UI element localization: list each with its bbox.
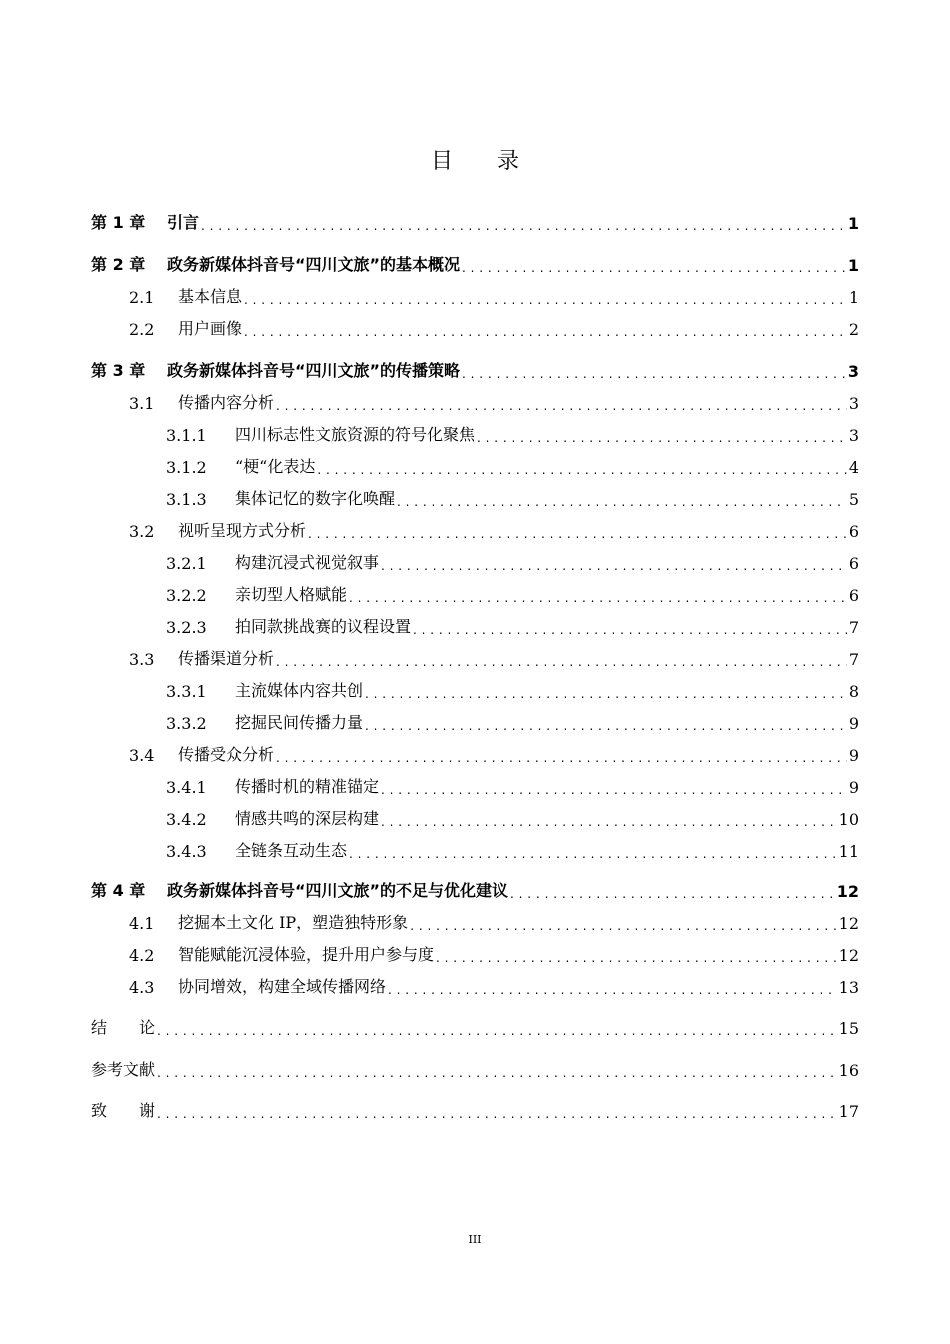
- toc-entry-title: 传播渠道分析: [178, 649, 275, 668]
- toc-entry-number: 4.2: [129, 946, 155, 965]
- dot-leader: [477, 425, 847, 445]
- toc-entry[interactable]: [91, 357, 859, 381]
- toc-entry-page: 6: [848, 522, 859, 541]
- toc-entry-number: 第 1 章: [91, 213, 146, 232]
- toc-entry[interactable]: [91, 941, 859, 965]
- toc-entry-title: 传播受众分析: [178, 745, 275, 764]
- toc-entry-number: 第 3 章: [91, 361, 146, 380]
- toc-entry[interactable]: [91, 1097, 859, 1121]
- toc-entry-number: 3.2.1: [166, 554, 207, 573]
- toc-entry[interactable]: [91, 421, 859, 445]
- toc-entry[interactable]: [91, 677, 859, 701]
- toc-entry-title: 政务新媒体抖音号“四川文旅”的不足与优化建议: [167, 881, 509, 900]
- toc-entry-title: 挖掘民间传播力量: [235, 713, 364, 732]
- toc-entry-number: 3.1.2: [166, 458, 207, 477]
- toc-entry-page: 11: [838, 842, 859, 861]
- toc-entry[interactable]: [91, 549, 859, 573]
- toc-entry-number: 3.2.3: [166, 618, 207, 637]
- toc-entry-number: 第 4 章: [91, 881, 146, 900]
- toc-entry[interactable]: [91, 805, 859, 829]
- toc-entry-page: 12: [836, 882, 859, 901]
- toc-entry-page: 3: [848, 394, 859, 413]
- dot-leader: [397, 489, 847, 509]
- toc-entry-title: 政务新媒体抖音号“四川文旅”的传播策略: [167, 361, 461, 380]
- dot-leader: [157, 1018, 837, 1038]
- toc-entry-number: 3.4.2: [166, 810, 207, 829]
- toc-entry-title: 构建沉浸式视觉叙事: [235, 553, 380, 572]
- toc-entry-page: 7: [848, 650, 859, 669]
- toc-entry[interactable]: [91, 645, 859, 669]
- toc-entry-page: 1: [847, 214, 859, 233]
- toc-entry-page: 8: [848, 682, 859, 701]
- toc-entry-number: 3.1: [129, 394, 155, 413]
- dot-leader: [436, 945, 837, 965]
- dot-leader: [201, 213, 846, 233]
- dot-leader: [381, 777, 847, 797]
- dot-leader: [410, 913, 836, 933]
- toc-entry-title: 四川标志性文旅资源的符号化聚焦: [235, 425, 476, 444]
- toc-entry[interactable]: [91, 877, 859, 901]
- toc-entry-title: 传播时机的精准锚定: [235, 777, 380, 796]
- dot-leader: [462, 255, 846, 275]
- toc-entry-page: 9: [848, 778, 859, 797]
- toc-entry-page: 3: [847, 362, 859, 381]
- page-title: 目 录: [430, 149, 519, 174]
- toc-entry-number: 3.1.3: [166, 490, 207, 509]
- toc-entry-number: 4.1: [129, 914, 155, 933]
- dot-leader: [381, 809, 837, 829]
- toc-entry-number: 2.2: [129, 320, 155, 339]
- toc-entry-page: 1: [848, 288, 859, 307]
- toc-entry-number: 3.3.1: [166, 682, 207, 701]
- toc-entry-number: 3.3.2: [166, 714, 207, 733]
- dot-leader: [157, 1060, 837, 1080]
- toc-entry-page: 17: [838, 1102, 859, 1121]
- toc-entry[interactable]: [91, 517, 859, 541]
- toc-entry-title: 挖掘本土文化 IP，塑造独特形象: [178, 913, 409, 932]
- toc-entry[interactable]: [91, 973, 859, 997]
- toc-entry-page: 12: [838, 914, 859, 933]
- toc-entry-number: 2.1: [129, 288, 155, 307]
- toc-entry-number: 第 2 章: [91, 255, 146, 274]
- toc-entry[interactable]: [91, 209, 859, 233]
- toc-entry-title: 全链条互动生态: [235, 841, 348, 860]
- toc-entry[interactable]: [91, 581, 859, 605]
- dot-leader: [276, 745, 847, 765]
- dot-leader: [349, 841, 837, 861]
- toc-entry-title: 主流媒体内容共创: [235, 681, 364, 700]
- dot-leader: [365, 681, 847, 701]
- toc-entry-page: 15: [838, 1019, 859, 1038]
- toc-entry-page: 6: [848, 586, 859, 605]
- toc-entry-title: 致 谢: [91, 1101, 156, 1120]
- toc-entry[interactable]: [91, 251, 859, 275]
- toc-entry-title: 集体记忆的数字化唤醒: [235, 489, 396, 508]
- toc-entry[interactable]: [91, 283, 859, 307]
- toc-entry-title: 基本信息: [178, 287, 243, 306]
- toc-entry[interactable]: [91, 709, 859, 733]
- dot-leader: [365, 713, 847, 733]
- dot-leader: [462, 361, 846, 381]
- toc-entry[interactable]: [91, 1056, 859, 1080]
- dot-leader: [510, 881, 835, 901]
- toc-entry[interactable]: [91, 389, 859, 413]
- toc-entry-page: 13: [838, 978, 859, 997]
- dot-leader: [244, 319, 847, 339]
- toc-entry-title: 情感共鸣的深层构建: [235, 809, 380, 828]
- toc-entry-title: 引言: [167, 213, 200, 232]
- toc-entry-number: 3.3: [129, 650, 155, 669]
- dot-leader: [308, 521, 847, 541]
- toc-entry-title: 亲切型人格赋能: [235, 585, 348, 604]
- toc-entry-number: 3.2.2: [166, 586, 207, 605]
- dot-leader: [244, 287, 847, 307]
- toc-entry-page: 12: [838, 946, 859, 965]
- toc-entry[interactable]: [91, 837, 859, 861]
- toc-entry-title: 用户画像: [178, 319, 243, 338]
- toc-entry-number: 3.4.1: [166, 778, 207, 797]
- dot-leader: [349, 585, 847, 605]
- toc-entry[interactable]: [91, 909, 859, 933]
- dot-leader: [388, 977, 837, 997]
- toc-entry-title: 智能赋能沉浸体验，提升用户参与度: [178, 945, 435, 964]
- toc-entry[interactable]: [91, 613, 859, 637]
- dot-leader: [276, 393, 847, 413]
- toc-entry[interactable]: [91, 315, 859, 339]
- toc-entry-number: 3.4: [129, 746, 155, 765]
- toc-entry-page: 3: [848, 426, 859, 445]
- toc-entry-number: 3.2: [129, 522, 155, 541]
- page-number-footer: III: [468, 1233, 482, 1246]
- toc-entry-page: 9: [848, 714, 859, 733]
- toc-entry-number: 3.4.3: [166, 842, 207, 861]
- toc-entry[interactable]: [91, 485, 859, 509]
- toc-entry[interactable]: [91, 1014, 859, 1038]
- toc-entry-page: 7: [848, 618, 859, 637]
- toc-entry-title: 传播内容分析: [178, 393, 275, 412]
- dot-leader: [157, 1101, 837, 1121]
- toc-entry-number: 4.3: [129, 978, 155, 997]
- toc-entry-title: 政务新媒体抖音号“四川文旅”的基本概况: [167, 255, 461, 274]
- toc-entry-number: 3.1.1: [166, 426, 207, 445]
- toc-entry[interactable]: [91, 741, 859, 765]
- toc-entry-page: 6: [848, 554, 859, 573]
- toc-entry-title: “梗“化表达: [235, 457, 316, 476]
- toc-entry-title: 结 论: [91, 1018, 156, 1037]
- toc-entry-page: 16: [838, 1061, 859, 1080]
- toc-entry-title: 协同增效，构建全域传播网络: [178, 977, 387, 996]
- toc-entry[interactable]: [91, 773, 859, 797]
- toc-entry-page: 10: [838, 810, 859, 829]
- dot-leader: [413, 617, 847, 637]
- toc-entry[interactable]: [91, 453, 859, 477]
- toc-entry-title: 视听呈现方式分析: [178, 521, 307, 540]
- toc-entry-title: 拍同款挑战赛的议程设置: [235, 617, 412, 636]
- toc-entry-page: 9: [848, 746, 859, 765]
- dot-leader: [276, 649, 847, 669]
- toc-entry-page: 1: [847, 256, 859, 275]
- toc-entry-page: 5: [848, 490, 859, 509]
- dot-leader: [317, 457, 846, 477]
- toc-entry-page: 4: [848, 458, 859, 477]
- toc-entry-page: 2: [848, 320, 859, 339]
- dot-leader: [381, 553, 847, 573]
- toc-entry-title: 参考文献: [91, 1060, 156, 1079]
